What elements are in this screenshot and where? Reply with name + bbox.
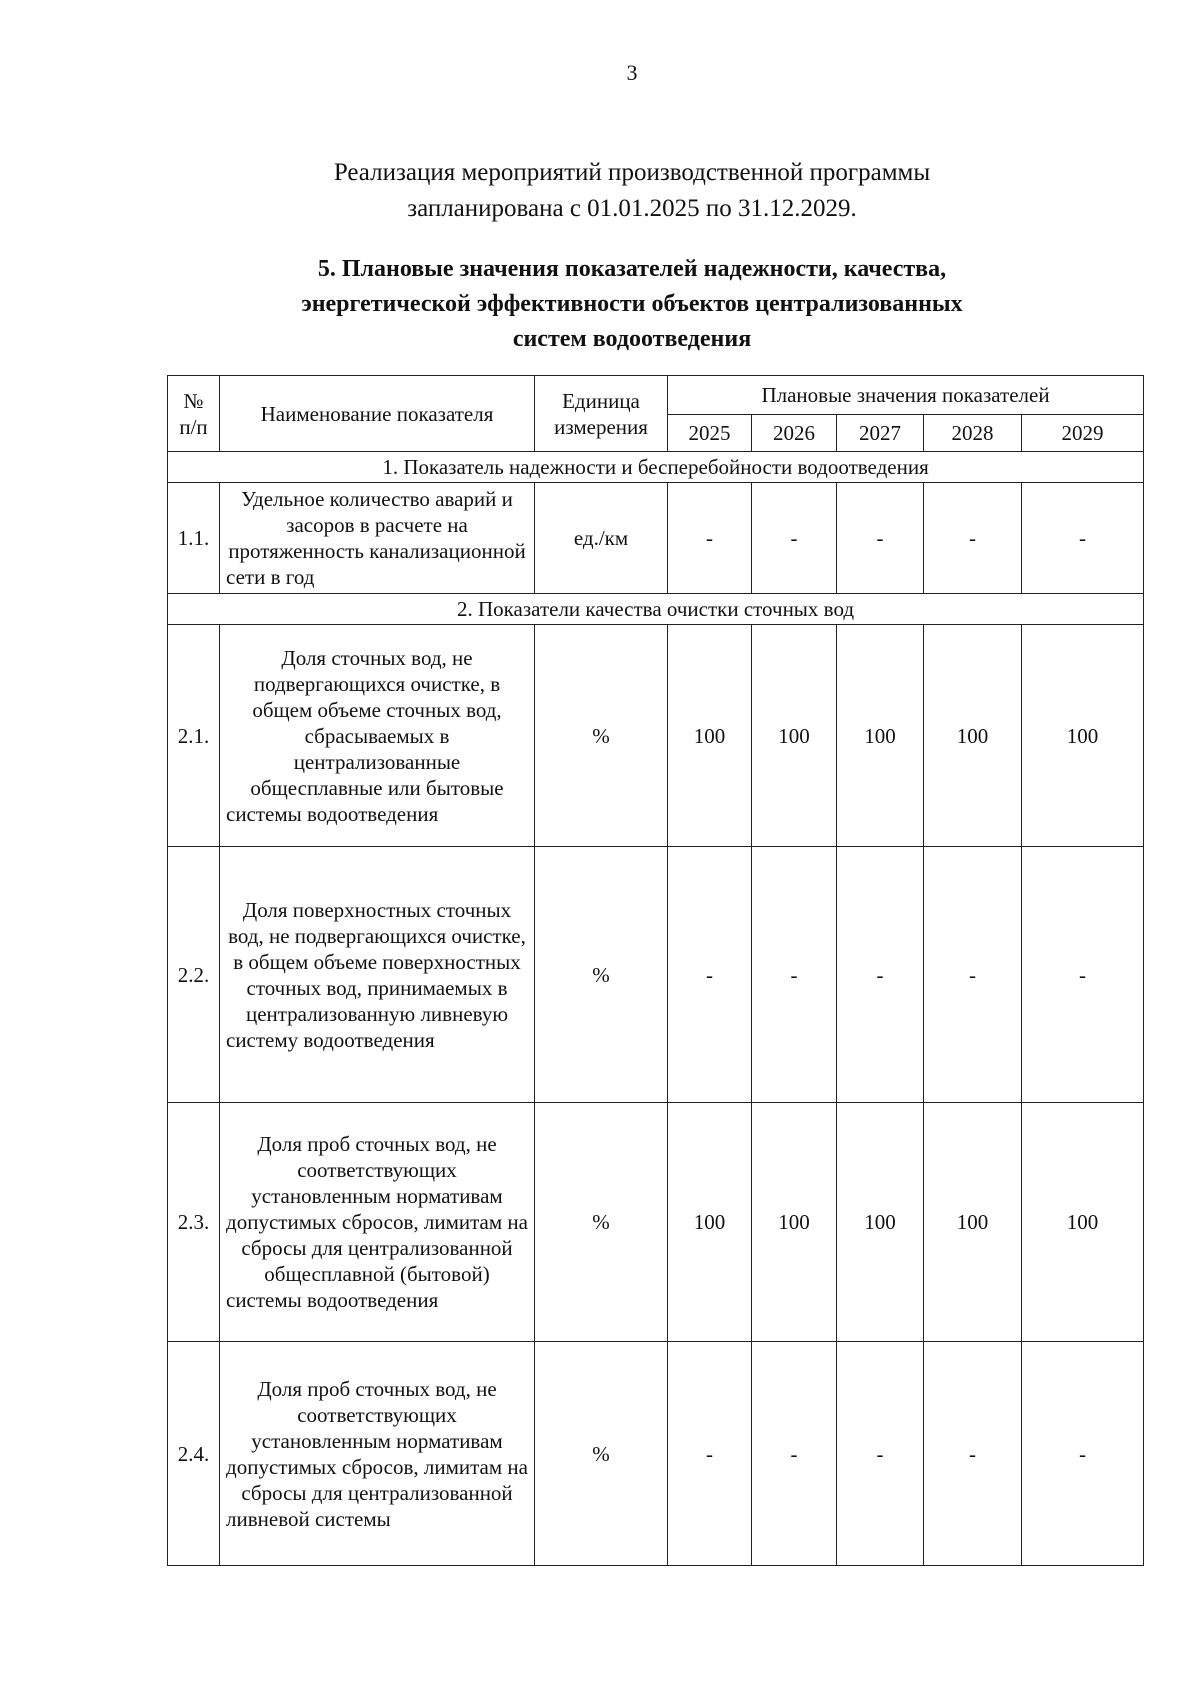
row-number: 2.1. xyxy=(168,625,220,847)
row-value: - xyxy=(668,483,752,594)
page-number: 3 xyxy=(626,60,638,85)
row-value: - xyxy=(668,1342,752,1566)
row-value: - xyxy=(924,847,1022,1103)
table-row xyxy=(168,847,1144,1103)
section-heading xyxy=(0,252,1200,357)
header-number: № п/п xyxy=(168,376,220,452)
section-heading-line-1: 5. Плановые значения показателей надежности, качества, xyxy=(317,256,947,282)
intro-line-1: Реализация мероприятий производственной программы xyxy=(333,159,931,186)
row-value: - xyxy=(752,847,837,1103)
row-unit: ед./км xyxy=(535,483,668,594)
row-value: 100 xyxy=(924,625,1022,847)
row-unit: % xyxy=(535,847,668,1103)
row-unit: % xyxy=(535,1342,668,1566)
row-value: 100 xyxy=(837,1103,924,1342)
row-value: - xyxy=(668,847,752,1103)
row-value: 100 xyxy=(924,1103,1022,1342)
table-row xyxy=(168,625,1144,847)
intro-text xyxy=(0,155,1200,227)
row-value: - xyxy=(752,1342,837,1566)
row-value: - xyxy=(837,483,924,594)
row-number: 2.4. xyxy=(168,1342,220,1566)
row-indicator-name: Доля сточных вод, не подвергающихся очистке, в общем объеме сточных вод, сбрасываемых в централизованные общесплавные или бытовые системы водоотведения xyxy=(220,625,535,847)
row-value: - xyxy=(1022,483,1144,594)
section-title-1: 1. Показатель надежности и бесперебойности водоотведения xyxy=(168,452,1144,483)
row-value: 100 xyxy=(668,1103,752,1342)
header-unit: Единица измерения xyxy=(535,376,668,452)
header-year: 2025 xyxy=(668,415,752,452)
row-value: - xyxy=(837,1342,924,1566)
table-section-row xyxy=(168,452,1144,483)
row-indicator-name: Доля проб сточных вод, не соответствующих установленным нормативам допустимых сбросов, лимитам на сбросы для централизованной ливневой системы xyxy=(220,1342,535,1566)
row-number: 2.3. xyxy=(168,1103,220,1342)
row-value: - xyxy=(924,1342,1022,1566)
row-unit: % xyxy=(535,625,668,847)
section-title-2: 2. Показатели качества очистки сточных вод xyxy=(168,594,1144,625)
row-indicator-name: Доля поверхностных сточных вод, не подвергающихся очистке, в общем объеме поверхностных сточных вод, принимаемых в централизованную ливневую систему водоотведения xyxy=(220,847,535,1103)
header-year: 2027 xyxy=(837,415,924,452)
row-indicator-name: Удельное количество аварий и засоров в расчете на протяженность канализационной сети в год xyxy=(220,483,535,594)
row-value: 100 xyxy=(1022,1103,1144,1342)
row-value: - xyxy=(1022,847,1144,1103)
intro-line-2: запланирована с 01.01.2025 по 31.12.2029. xyxy=(407,195,857,222)
table-row xyxy=(168,1103,1144,1342)
indicators-table xyxy=(167,375,1144,1566)
header-year: 2029 xyxy=(1022,415,1144,452)
row-value: 100 xyxy=(752,1103,837,1342)
row-indicator-name: Доля проб сточных вод, не соответствующих установленным нормативам допустимых сбросов, лимитам на сбросы для централизованной общесплавной (бытовой) системы водоотведения xyxy=(220,1103,535,1342)
table-header-row xyxy=(168,376,1144,415)
header-planned-values: Плановые значения показателей xyxy=(668,376,1144,415)
row-number: 1.1. xyxy=(168,483,220,594)
row-value: 100 xyxy=(752,625,837,847)
row-number: 2.2. xyxy=(168,847,220,1103)
section-heading-line-3: систем водоотведения xyxy=(512,326,752,352)
row-value: - xyxy=(837,847,924,1103)
row-value: - xyxy=(1022,1342,1144,1566)
row-value: 100 xyxy=(668,625,752,847)
section-heading-line-2: энергетической эффективности объектов централизованных xyxy=(301,291,963,317)
row-value: - xyxy=(752,483,837,594)
header-name: Наименование показателя xyxy=(220,376,535,452)
table-row xyxy=(168,1342,1144,1566)
row-value: 100 xyxy=(837,625,924,847)
row-value: 100 xyxy=(1022,625,1144,847)
header-year: 2028 xyxy=(924,415,1022,452)
header-year: 2026 xyxy=(752,415,837,452)
row-unit: % xyxy=(535,1103,668,1342)
table-section-row xyxy=(168,594,1144,625)
table-row xyxy=(168,483,1144,594)
row-value: - xyxy=(924,483,1022,594)
